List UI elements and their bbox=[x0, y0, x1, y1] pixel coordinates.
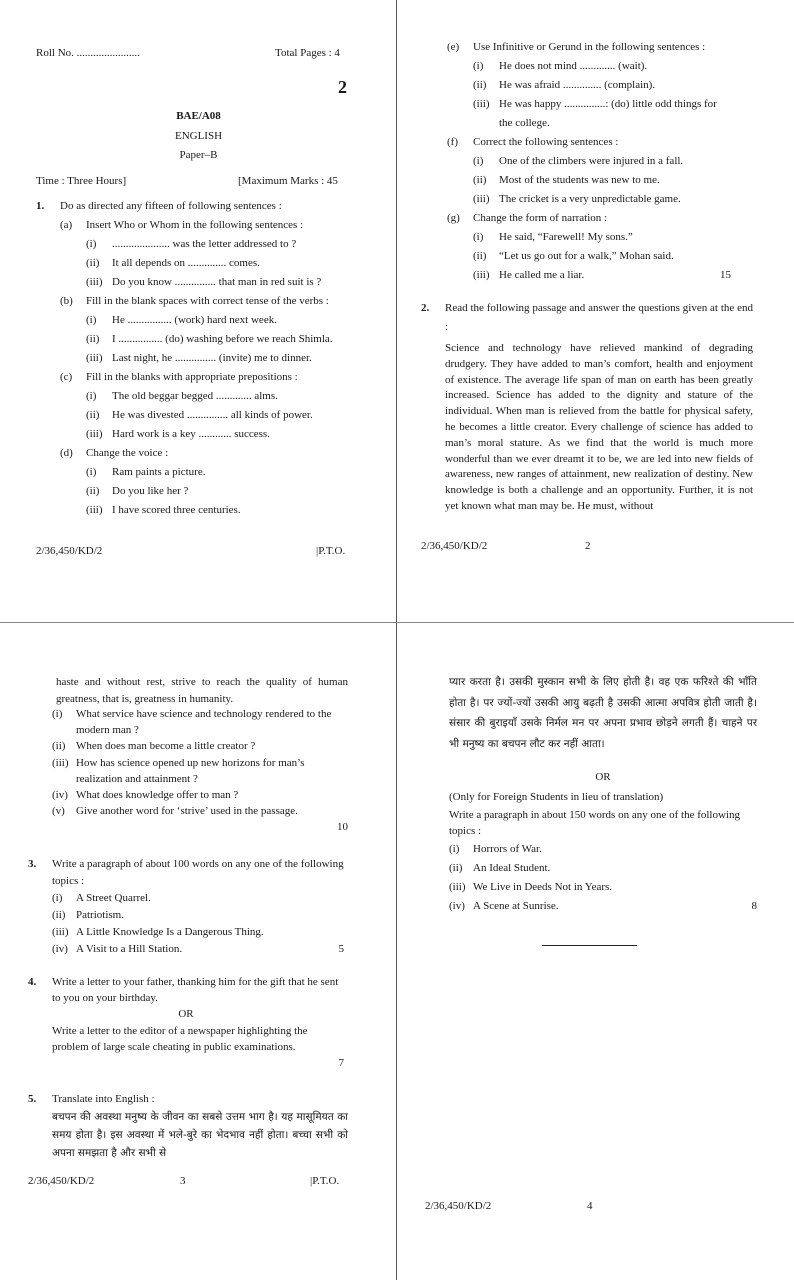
hindi-passage: बचपन की अवस्था मनुष्य के जीवन का सबसे उत्तम भाग है। यह मासूमियत का समय होता है। इस अवस्था में भले-बुरे का भेदभाव नहीं होता। बच्चा सभी को अपना समझता है और सभी से bbox=[52, 1111, 348, 1159]
pto: |P.T.O. bbox=[316, 545, 346, 557]
text: When does man become a little creator ? bbox=[76, 740, 256, 753]
list-item bbox=[473, 76, 757, 95]
footer-code: 2/36,450/KD/2 bbox=[28, 1175, 95, 1187]
text: Most of the students was new to me. bbox=[499, 174, 660, 186]
text: What service have science and technology rendered to the modern man ? bbox=[76, 708, 332, 737]
list-item bbox=[449, 897, 757, 916]
list-item bbox=[60, 292, 358, 311]
text: Write a paragraph of about 100 words on any one of the following topics : bbox=[52, 858, 344, 887]
text: Do you know ............... that man in red suit is ? bbox=[112, 276, 322, 288]
list-item bbox=[86, 463, 358, 482]
hindi-passage-continued: प्यार करता है। उसकी मुस्कान सभी के लिए होती है। वह एक फरिश्ते की भाँति होता है। पर ज्यों-ज्यों उसकी आयु बढ़ती है उसकी आत्मा अपवित्र होती जाती है। संसार की बुराइयाँ उसके निर्मल मन पर अपना प्रभाव छोड़ने लगती हैं। चाहने पर भी मनुष्य का बचपन लौट कर नहीं आता। bbox=[449, 676, 757, 750]
pto: |P.T.O. bbox=[310, 1175, 340, 1187]
text: (ii) bbox=[86, 409, 100, 421]
list-item bbox=[86, 330, 358, 349]
list-item bbox=[473, 190, 757, 209]
text: It all depends on .............. comes. bbox=[112, 257, 260, 269]
footer-code: 2/36,450/KD/2 bbox=[421, 540, 488, 552]
text: (ii) bbox=[86, 257, 100, 269]
text: Ram paints a picture. bbox=[112, 466, 206, 478]
q1-part-g bbox=[447, 209, 757, 285]
list-item bbox=[86, 235, 358, 254]
or-label: OR bbox=[595, 771, 611, 783]
list-item bbox=[421, 299, 753, 337]
text: 4. bbox=[28, 976, 37, 988]
text: A Street Quarrel. bbox=[76, 892, 151, 904]
q1-part-a bbox=[36, 216, 358, 292]
text: He does not mind ............. (wait). bbox=[499, 60, 648, 72]
text: Last night, he ............... (invite) me to dinner. bbox=[112, 352, 312, 364]
list-item bbox=[473, 228, 757, 247]
text: (i) bbox=[473, 155, 484, 167]
list-item bbox=[449, 840, 757, 859]
list-item bbox=[52, 941, 344, 958]
list-item bbox=[86, 501, 358, 520]
page-number: 2 bbox=[338, 77, 347, 97]
page-4 bbox=[397, 622, 794, 1280]
text: 5. bbox=[28, 1093, 37, 1105]
list-item bbox=[52, 803, 348, 819]
list-item bbox=[52, 755, 348, 787]
text: Change the form of narration : bbox=[473, 212, 608, 224]
q1-part-c bbox=[36, 368, 358, 444]
question-4 bbox=[28, 974, 344, 1071]
text: Use Infinitive or Gerund in the following sentences : bbox=[473, 41, 706, 53]
q5-marks: 8 bbox=[751, 900, 757, 912]
text: A Scene at Sunrise. bbox=[473, 900, 559, 912]
text: (i) bbox=[86, 466, 97, 478]
question-1 bbox=[36, 197, 358, 520]
text: (iii) bbox=[86, 352, 103, 364]
text: (ii) bbox=[473, 79, 487, 91]
text: A Little Knowledge Is a Dangerous Thing. bbox=[76, 926, 264, 938]
text: (ii) bbox=[86, 485, 100, 497]
text: Patriotism. bbox=[76, 909, 124, 921]
text: Read the following passage and answer the questions given at the end : bbox=[445, 302, 753, 333]
list-item bbox=[60, 368, 358, 387]
text: He was divested ............... all kinds of power. bbox=[112, 409, 313, 421]
text: (ii) bbox=[86, 333, 100, 345]
text: ..................... was the letter addressed to ? bbox=[112, 238, 297, 250]
text: Do as directed any fifteen of following sentences : bbox=[60, 200, 282, 212]
text: (iv) bbox=[52, 789, 68, 802]
text: A Visit to a Hill Station. bbox=[76, 943, 183, 955]
text: (ii) bbox=[449, 862, 463, 874]
page-2 bbox=[397, 0, 794, 622]
question-3 bbox=[28, 856, 344, 958]
foreign-note: (Only for Foreign Students in lieu of translation) bbox=[449, 791, 664, 803]
list-item bbox=[86, 349, 358, 368]
list-item bbox=[28, 856, 344, 890]
text: (iii) bbox=[449, 881, 466, 893]
list-item bbox=[86, 406, 358, 425]
text: I have scored three centuries. bbox=[112, 504, 241, 516]
paper: Paper–B bbox=[179, 149, 218, 161]
text: Hard work is a key ............ success. bbox=[112, 428, 270, 440]
passage-questions bbox=[52, 706, 348, 836]
text: OR bbox=[178, 1008, 194, 1021]
text: Correct the following sentences : bbox=[473, 136, 619, 148]
text: What does knowledge offer to man ? bbox=[76, 789, 239, 802]
page-3 bbox=[0, 622, 397, 1280]
text: (i) bbox=[86, 390, 97, 402]
list-item bbox=[60, 216, 358, 235]
text: Fill in the blanks with appropriate prepositions : bbox=[86, 371, 298, 383]
q1-part-b bbox=[36, 292, 358, 368]
list-item bbox=[473, 152, 757, 171]
text: (e) bbox=[447, 41, 460, 53]
text: (i) bbox=[52, 708, 63, 720]
text: (iii) bbox=[473, 193, 490, 205]
q5-alt-topics bbox=[449, 840, 757, 916]
text: How has science opened up new horizons for man’s realization and attainment ? bbox=[76, 756, 305, 785]
text: (iii) bbox=[52, 926, 69, 938]
list-item bbox=[52, 787, 348, 803]
q1-part-d bbox=[36, 444, 358, 520]
list-item bbox=[449, 859, 757, 878]
text: (i) bbox=[473, 231, 484, 243]
text: He said, “Farewell! My sons.” bbox=[499, 231, 633, 243]
footer-page: 3 bbox=[180, 1175, 186, 1187]
text: (iii) bbox=[52, 756, 69, 769]
roll-no: Roll No. ....................... bbox=[36, 47, 140, 59]
paper-code: BAE/A08 bbox=[176, 110, 221, 122]
end-rule bbox=[542, 945, 637, 946]
list-item bbox=[52, 706, 348, 738]
text: (i) bbox=[52, 892, 63, 904]
list-item bbox=[28, 1090, 348, 1108]
page-1 bbox=[0, 0, 397, 622]
footer-code: 2/36,450/KD/2 bbox=[36, 545, 103, 557]
text: (ii) bbox=[52, 740, 66, 753]
q5-alt-text: Write a paragraph in about 150 words on any one of the following topics : bbox=[449, 809, 740, 837]
text: Do you like her ? bbox=[112, 485, 189, 497]
text: (ii) bbox=[52, 909, 66, 921]
text: Give another word for ‘strive’ used in the passage. bbox=[76, 805, 298, 818]
text: (ii) bbox=[473, 174, 487, 186]
q1-part-e bbox=[447, 38, 757, 285]
q1-part-f bbox=[447, 133, 757, 209]
text: 2. bbox=[421, 302, 430, 314]
text: 1. bbox=[36, 200, 45, 212]
passage-continued: haste and without rest, strive to reach the quality of human greatness, that is, greatness in humanity. bbox=[56, 676, 348, 705]
passage: Science and technology have relieved mankind of degrading drudgery. They have added to man’s comfort, health and enjoyment of existence. The average life span of man on earth has been greatly increased. Science has added to the dignity and stature of the individual. When man is relieved from the battle for physical safety, he becomes a little creator. Every challenge of science has added to man’s moral stature. As we find that the world is much more wonderful than we ever dreamt it to be, we are led into new fields of awareness, new ranges of attainment, new realization of destiny. New knowledge is both a challenge and an opportunity. Further, it is not yet known what man may be. He must, without bbox=[445, 342, 753, 512]
text: (b) bbox=[60, 295, 73, 307]
text: He was afraid .............. (complain). bbox=[499, 79, 656, 91]
time: Time : Three Hours] bbox=[36, 175, 127, 187]
text: The old beggar begged ............. alms. bbox=[112, 390, 278, 402]
list-item bbox=[60, 444, 358, 463]
footer-code: 2/36,450/KD/2 bbox=[425, 1200, 492, 1212]
q4-marks: 7 bbox=[338, 1057, 344, 1070]
text: “Let us go out for a walk,” Mohan said. bbox=[499, 250, 674, 262]
text: (a) bbox=[60, 219, 73, 231]
list-item bbox=[86, 254, 358, 273]
list-item bbox=[52, 890, 344, 907]
subject: ENGLISH bbox=[174, 130, 223, 142]
list-item bbox=[86, 482, 358, 501]
list-item bbox=[473, 171, 757, 190]
list-item bbox=[473, 57, 757, 76]
total-pages: Total Pages : 4 bbox=[275, 47, 340, 59]
text: (ii) bbox=[473, 250, 487, 262]
text: (i) bbox=[473, 60, 484, 72]
text: (iii) bbox=[86, 504, 103, 516]
text: (v) bbox=[52, 805, 65, 818]
q1-marks: 15 bbox=[720, 269, 731, 281]
list-item bbox=[447, 133, 757, 152]
text: He ................ (work) hard next week. bbox=[112, 314, 277, 326]
text: We Live in Deeds Not in Years. bbox=[473, 881, 613, 893]
text: the college. bbox=[499, 117, 550, 129]
text: (iii) bbox=[473, 269, 490, 281]
list-item bbox=[86, 311, 358, 330]
list-item bbox=[52, 738, 348, 754]
text: Translate into English : bbox=[52, 1093, 155, 1105]
list-item bbox=[36, 197, 358, 216]
max-marks: [Maximum Marks : 45 bbox=[238, 175, 338, 187]
footer-page: 4 bbox=[587, 1200, 593, 1212]
text: (iii) bbox=[86, 276, 103, 288]
text: He called me a liar. bbox=[499, 269, 585, 281]
text: 3. bbox=[28, 858, 37, 870]
list-item bbox=[473, 266, 731, 285]
list-item bbox=[28, 974, 344, 1006]
text: (f) bbox=[447, 136, 458, 148]
list-item bbox=[447, 38, 757, 57]
text: (iv) bbox=[52, 943, 68, 955]
text: An Ideal Student. bbox=[473, 862, 551, 874]
text: (iii) bbox=[86, 428, 103, 440]
text: I ................ (do) washing before we reach Shimla. bbox=[112, 333, 333, 345]
text: One of the climbers were injured in a fall. bbox=[499, 155, 684, 167]
footer-page: 2 bbox=[585, 540, 591, 552]
text: Write a letter to the editor of a newspaper highlighting the problem of large scale cheating in public examinations. bbox=[52, 1024, 308, 1053]
text: (d) bbox=[60, 447, 73, 459]
text: (g) bbox=[447, 212, 460, 224]
text: (c) bbox=[60, 371, 73, 383]
list-item bbox=[86, 387, 358, 406]
text: (iii) bbox=[473, 98, 490, 110]
list-item bbox=[449, 878, 757, 897]
question-2 bbox=[421, 299, 753, 515]
text: (i) bbox=[86, 238, 97, 250]
text: Write a letter to your father, thanking him for the gift that he sent to you on your birthday. bbox=[52, 976, 339, 1005]
q3-marks: 5 bbox=[338, 943, 344, 955]
text: Insert Who or Whom in the following sentences : bbox=[86, 219, 304, 231]
list-item bbox=[52, 907, 344, 924]
list-item bbox=[473, 95, 757, 114]
text: Change the voice : bbox=[86, 447, 169, 459]
list-item bbox=[86, 425, 358, 444]
text: The cricket is a very unpredictable game. bbox=[499, 193, 681, 205]
text: Horrors of War. bbox=[473, 843, 542, 855]
list-item bbox=[473, 247, 757, 266]
list-item bbox=[86, 273, 358, 292]
text: (i) bbox=[86, 314, 97, 326]
question-5 bbox=[28, 1090, 348, 1162]
text: (i) bbox=[449, 843, 460, 855]
text: (iv) bbox=[449, 900, 465, 912]
q2-marks: 10 bbox=[337, 821, 348, 834]
text: Fill in the blank spaces with correct tense of the verbs : bbox=[86, 295, 329, 307]
text: He was happy ...............: (do) little odd things for bbox=[499, 98, 717, 110]
list-item bbox=[447, 209, 757, 228]
list-item bbox=[52, 924, 344, 941]
